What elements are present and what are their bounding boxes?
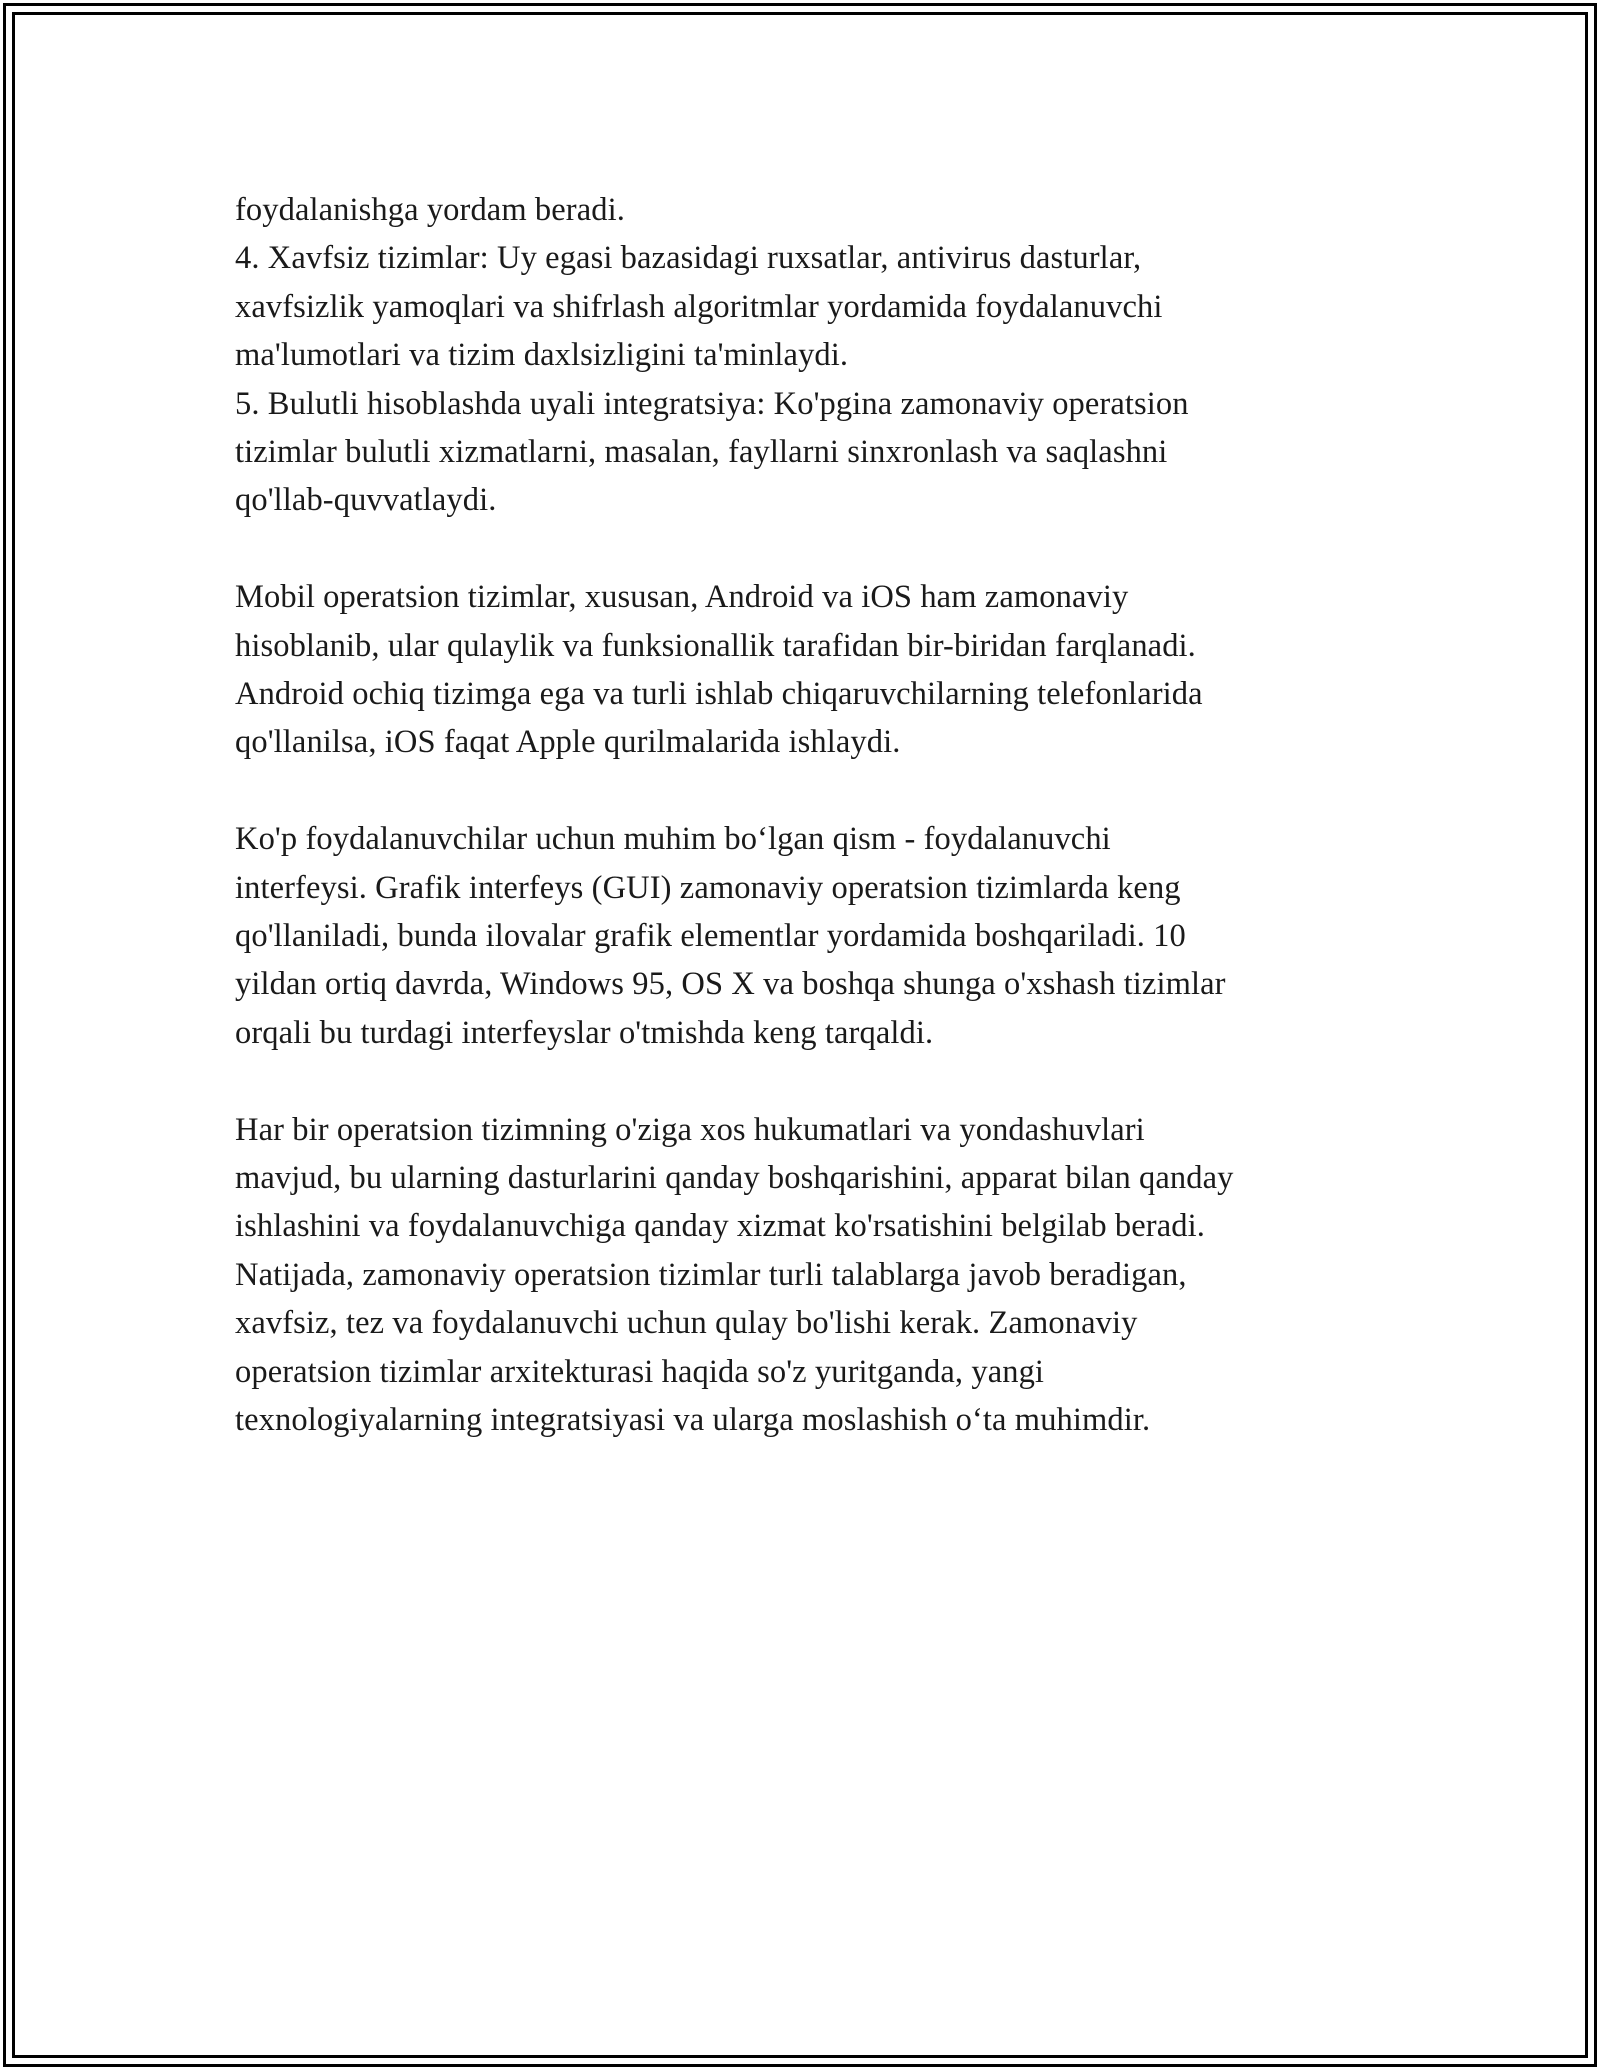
- text-line: Ko'p foydalanuvchilar uchun muhim bo‘lgan qism - foydalanuvchi: [235, 821, 1111, 858]
- text-line: Mobil operatsion tizimlar, xususan, Android va iOS ham zamonaviy: [235, 579, 1129, 616]
- text-line: Android ochiq tizimga ega va turli ishlab chiqaruvchilarning telefonlarida: [235, 676, 1203, 713]
- text-line: operatsion tizimlar arxitekturasi haqida so'z yuritganda, yangi: [235, 1353, 1045, 1390]
- text-line: ma'lumotlari va tizim daxlsizligini ta'minlaydi.: [235, 337, 849, 374]
- paragraph-spacer: [235, 525, 1365, 573]
- text-line: hisoblanib, ular qulaylik va funksionallik tarafidan bir-biridan farqlanadi.: [235, 627, 1196, 664]
- paragraph-mobile-os: [235, 573, 1365, 767]
- document-body: [235, 186, 1365, 1445]
- text-line: qo'llab-quvvatlaydi.: [235, 482, 497, 519]
- paragraph-conclusion: [235, 1106, 1365, 1445]
- paragraph-spacer: [235, 767, 1365, 815]
- paragraph-list-items: [235, 186, 1365, 525]
- paragraph-user-interface: [235, 815, 1365, 1057]
- text-line: 5. Bulutli hisoblashda uyali integratsiya: Ko'pgina zamonaviy operatsion: [235, 385, 1189, 422]
- text-line: orqali bu turdagi interfeyslar o'tmishda keng tarqaldi.: [235, 1014, 934, 1051]
- text-line: 4. Xavfsiz tizimlar: Uy egasi bazasidagi ruxsatlar, antivirus dasturlar,: [235, 240, 1142, 277]
- text-line: qo'llaniladi, bunda ilovalar grafik elementlar yordamida boshqariladi. 10: [235, 918, 1186, 955]
- text-line: texnologiyalarning integratsiyasi va ularga moslashish o‘ta muhimdir.: [235, 1402, 1151, 1439]
- text-line: ishlashini va foydalanuvchiga qanday xizmat ko'rsatishini belgilab beradi.: [235, 1208, 1205, 1245]
- text-line: xavfsiz, tez va foydalanuvchi uchun qulay bo'lishi kerak. Zamonaviy: [235, 1305, 1138, 1342]
- text-line: qo'llanilsa, iOS faqat Apple qurilmalarida ishlaydi.: [235, 724, 901, 761]
- paragraph-spacer: [235, 1057, 1365, 1105]
- text-line: xavfsizlik yamoqlari va shifrlash algoritmlar yordamida foydalanuvchi: [235, 288, 1163, 325]
- text-line: tizimlar bulutli xizmatlarni, masalan, fayllarni sinxronlash va saqlashni: [235, 434, 1168, 471]
- text-line: Har bir operatsion tizimning o'ziga xos hukumatlari va yondashuvlari: [235, 1111, 1145, 1148]
- text-line: interfeysi. Grafik interfeys (GUI) zamonaviy operatsion tizimlarda keng: [235, 869, 1181, 906]
- text-line: mavjud, bu ularning dasturlarini qanday boshqarishini, apparat bilan qanday: [235, 1160, 1234, 1197]
- text-line: yildan ortiq davrda, Windows 95, OS X va boshqa shunga o'xshash tizimlar: [235, 966, 1226, 1003]
- text-line: Natijada, zamonaviy operatsion tizimlar turli talablarga javob beradigan,: [235, 1256, 1187, 1293]
- text-line: foydalanishga yordam beradi.: [235, 192, 625, 228]
